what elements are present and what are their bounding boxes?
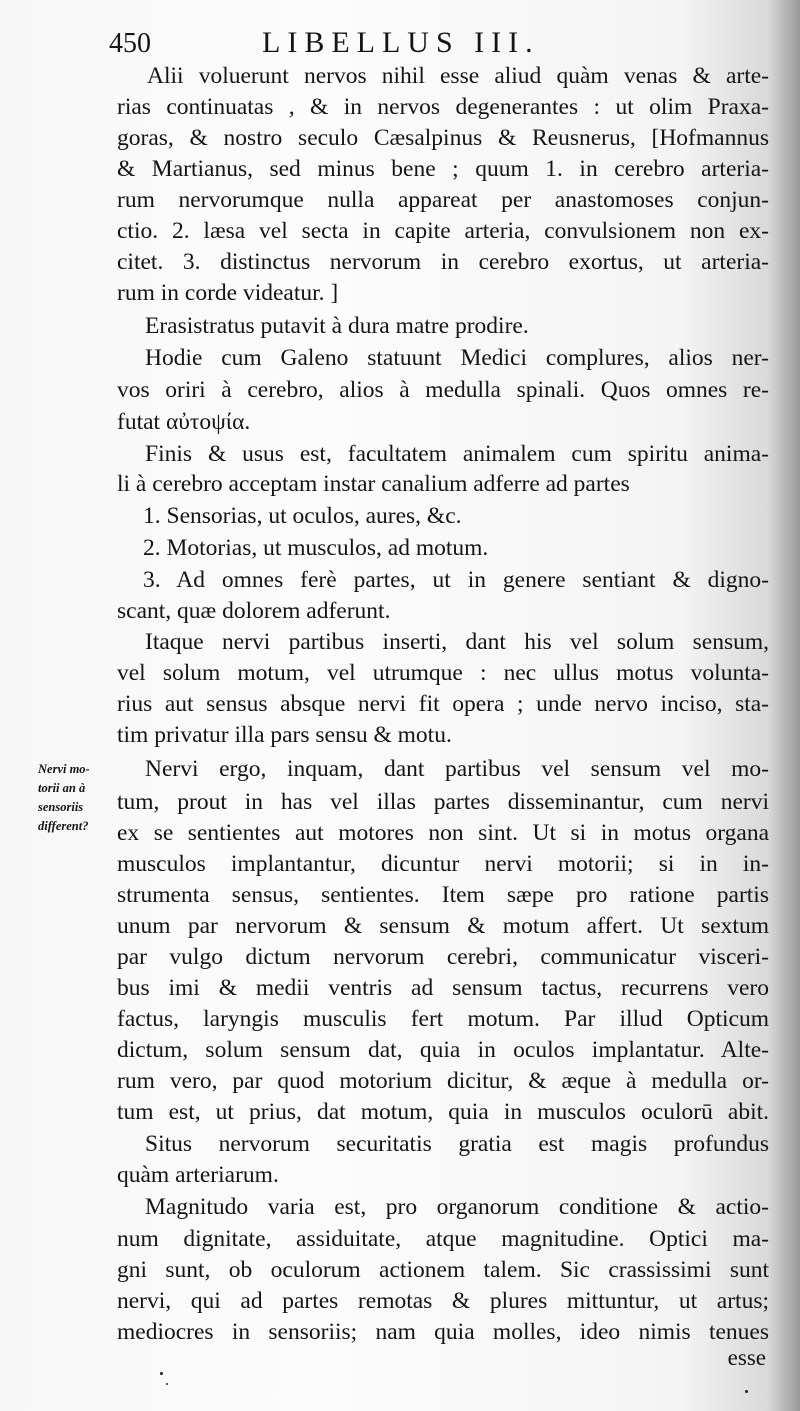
text-line: par vulgo dictum nervorum cerebri, communicatur visceri- bbox=[117, 944, 769, 970]
text-line: num dignitate, assiduitate, atque magnitudine. Optici ma- bbox=[117, 1226, 769, 1252]
ink-speck bbox=[745, 1390, 748, 1393]
text-line: tum est, ut prius, dat motum, quia in musculos oculorū abit. bbox=[117, 1099, 769, 1125]
text-line: strumenta sensus, sentientes. Item sæpe pro ratione partis bbox=[117, 882, 769, 908]
ink-speck bbox=[160, 1372, 163, 1375]
text-line: tim privatur illa pars sensu & motu. bbox=[117, 722, 452, 748]
text-line: li à cerebro acceptam instar canalium adferre ad partes bbox=[117, 471, 630, 497]
text-line: dictum, solum sensum dat, quia in oculos implantatur. Alte- bbox=[117, 1037, 769, 1063]
text-line: vos oriri à cerebro, alios à medulla spinali. Quos omnes re- bbox=[117, 377, 769, 403]
text-line: unum par nervorum & sensum & motum affert. Ut sextum bbox=[117, 913, 769, 939]
catchword: esse bbox=[727, 1345, 766, 1370]
margin-note bbox=[38, 760, 118, 836]
page-number: 450 bbox=[109, 28, 151, 59]
text-line: rum nervorumque nulla appareat per anastomoses conjun- bbox=[117, 187, 769, 213]
text-line: gni sunt, ob oculorum actionem talem. Sic crassissimi sunt bbox=[117, 1257, 769, 1283]
text-line: rias continuatas , & in nervos degenerantes : ut olim Praxa- bbox=[117, 94, 769, 120]
text-line: Situs nervorum securitatis gratia est magis profundus bbox=[145, 1131, 769, 1157]
margin-note-line: torii an à bbox=[38, 781, 86, 795]
text-line: rius aut sensus absque nervi fit opera ; unde nervo inciso, sta- bbox=[117, 691, 769, 717]
text-line: ex se sentientes aut motores non sint. Ut si in motus organa bbox=[117, 820, 769, 846]
text-line: Nervi ergo, inquam, dant partibus vel sensum vel mo- bbox=[145, 756, 769, 782]
margin-note-line: different? bbox=[38, 819, 89, 833]
text-line: Itaque nervi partibus inserti, dant his vel solum sensum, bbox=[145, 629, 769, 655]
text-line: Hodie cum Galeno statuunt Medici complures, alios ner- bbox=[145, 345, 769, 371]
text-line: 1. Sensorias, ut oculos, aures, &c. bbox=[143, 503, 462, 529]
text-line: factus, laryngis musculis fert motum. Par illud Opticum bbox=[117, 1006, 769, 1032]
text-line: Finis & usus est, facultatem animalem cum spiritu anima- bbox=[145, 441, 769, 467]
running-title: LIBELLUS III. bbox=[262, 26, 540, 59]
text-line: vel solum motum, vel utrumque : nec ullus motus volunta- bbox=[117, 660, 769, 686]
text-line: goras, & nostro seculo Cæsalpinus & Reusnerus, [Hofmannus bbox=[117, 125, 769, 151]
text-line: ctio. 2. læsa vel secta in capite arteria, convulsionem non ex- bbox=[117, 218, 769, 244]
ink-speck bbox=[166, 1383, 168, 1385]
text-line: scant, quæ dolorem adferunt. bbox=[117, 598, 391, 624]
text-line: tum, prout in has vel illas partes disseminantur, cum nervi bbox=[117, 789, 769, 815]
text-line: Magnitudo varia est, pro organorum conditione & actio- bbox=[145, 1194, 769, 1220]
text-line: & Martianus, sed minus bene ; quum 1. in cerebro arteria- bbox=[117, 156, 769, 182]
text-line: futat αὐτοψία. bbox=[117, 409, 251, 435]
text-line: mediocres in sensoriis; nam quia molles, ideo nimis tenues bbox=[117, 1319, 769, 1345]
text-line: citet. 3. distinctus nervorum in cerebro exortus, ut arteria- bbox=[117, 249, 769, 275]
text-line: rum vero, par quod motorium dicitur, & æque à medulla or- bbox=[117, 1068, 769, 1094]
text-line: nervi, qui ad partes remotas & plures mittuntur, ut artus; bbox=[117, 1288, 769, 1314]
text-line: 3. Ad omnes ferè partes, ut in genere sentiant & digno- bbox=[143, 567, 769, 593]
text-line: rum in corde videatur. ] bbox=[117, 280, 339, 306]
margin-note-line: sensoriis bbox=[38, 800, 84, 814]
text-line: 2. Motorias, ut musculos, ad motum. bbox=[143, 535, 489, 561]
text-line: bus imi & medii ventris ad sensum tactus, recurrens vero bbox=[117, 975, 769, 1001]
margin-note-line: Nervi mo- bbox=[38, 762, 90, 776]
text-line: Alii voluerunt nervos nihil esse aliud quàm venas & arte- bbox=[147, 63, 769, 89]
text-line: quàm arteriarum. bbox=[117, 1162, 279, 1188]
text-line: Erasistratus putavit à dura matre prodire. bbox=[145, 313, 529, 339]
text-line: musculos implantantur, dicuntur nervi motorii; si in in- bbox=[117, 851, 769, 877]
